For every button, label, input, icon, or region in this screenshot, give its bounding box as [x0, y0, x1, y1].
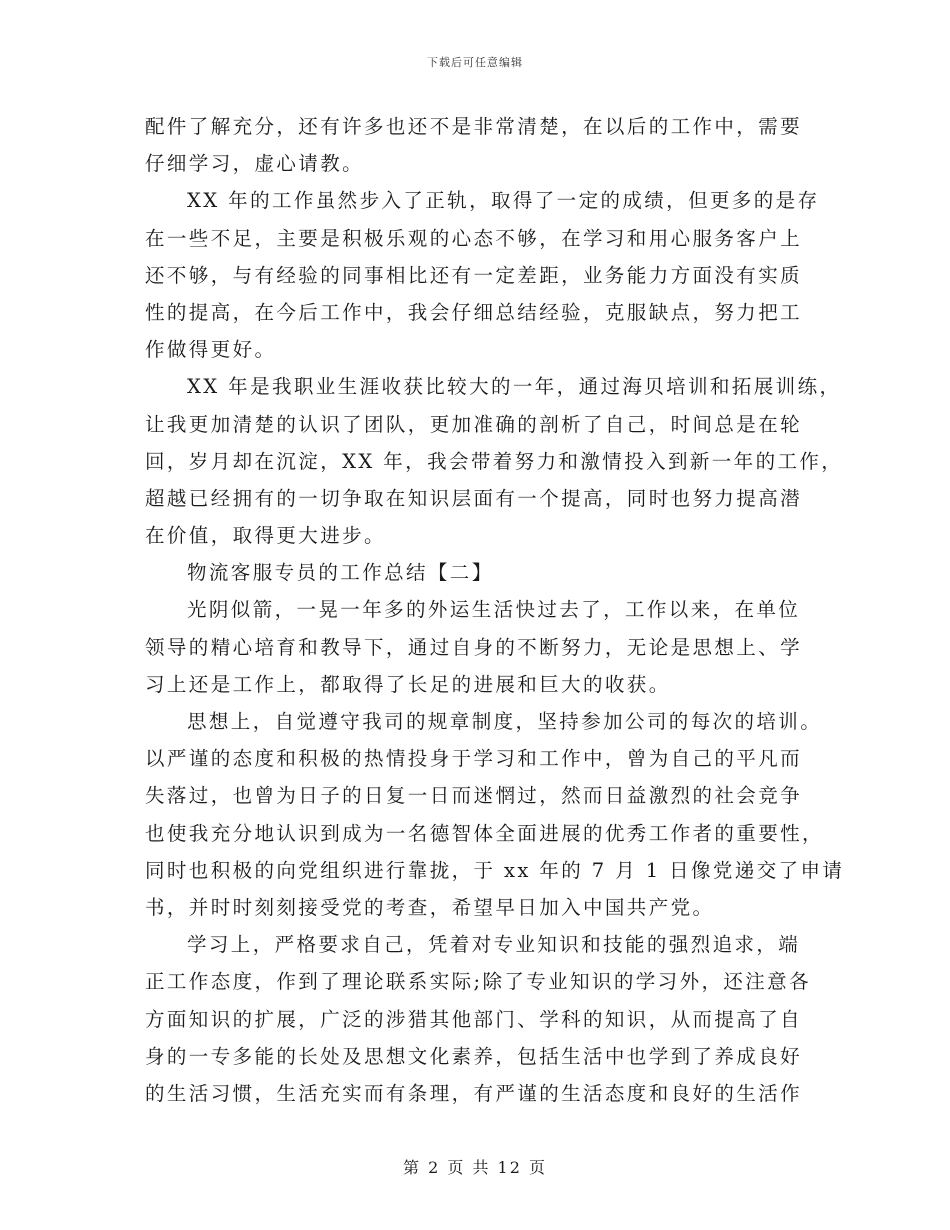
- text-line: 同时也积极的向党组织进行靠拢，于 xx 年的 7 月 1 日像党递交了申请: [145, 858, 845, 882]
- paragraph-start-line: 学习上，严格要求自己，凭着对专业知识和技能的强烈追求，端: [187, 933, 801, 957]
- text-line: 书，并时时刻刻接受党的考查，希望早日加入中国共产党。: [145, 895, 715, 919]
- paragraph-start-line: XX 年是我职业生涯收获比较大的一年，通过海贝培训和拓展训练，: [187, 375, 842, 399]
- paragraph-start-line: 思想上，自觉遵守我司的规章制度，坚持参加公司的每次的培训。: [187, 710, 823, 733]
- text-line: 正工作态度，作到了理论联系实际;除了专业知识的学习外，还注意各: [145, 970, 811, 994]
- text-line: 领导的精心培育和教导下，通过自身的不断努力，无论是思想上、学: [145, 635, 803, 659]
- paragraph-start-line: 光阴似箭，一晃一年多的外运生活快过去了，工作以来，在单位: [187, 598, 801, 622]
- page-header: 下载后可任意编辑: [427, 56, 523, 69]
- text-line: 让我更加清楚的认识了团队，更加准确的剖析了自己，时间总是在轮: [145, 412, 803, 436]
- section-heading: 物流客服专员的工作总结【二】: [187, 561, 494, 585]
- text-line: 性的提高，在今后工作中，我会仔细总结经验，克服缺点，努力把工: [145, 300, 803, 324]
- text-line: 习上还是工作上，都取得了长足的进展和巨大的收获。: [145, 672, 671, 696]
- text-line: 回，岁月却在沉淀，XX 年，我会带着努力和激情投入到新一年的工作，: [145, 449, 844, 473]
- text-line: 还不够，与有经验的同事相比还有一定差距，业务能力方面没有实质: [145, 263, 803, 287]
- text-line: 在一些不足，主要是积极乐观的心态不够，在学习和用心服务客户上: [145, 226, 803, 250]
- text-line: 方面知识的扩展，广泛的涉猎其他部门、学科的知识，从而提高了自: [145, 1007, 803, 1031]
- text-line: 超越已经拥有的一切争取在知识层面有一个提高，同时也努力提高潜: [145, 486, 803, 510]
- text-line: 的生活习惯，生活充实而有条理，有严谨的生活态度和良好的生活作: [145, 1081, 803, 1105]
- text-line: 以严谨的态度和积极的热情投身于学习和工作中，曾为自己的平凡而: [145, 747, 803, 771]
- text-line: 作做得更好。: [145, 338, 277, 362]
- text-line: 也使我充分地认识到成为一名德智体全面进展的优秀工作者的重要性，: [145, 821, 824, 845]
- text-line: 身的一专多能的长处及思想文化素养，包括生活中也学到了养成良好: [145, 1044, 803, 1068]
- text-line: 配件了解充分，还有许多也还不是非常清楚，在以后的工作中，需要: [145, 115, 803, 138]
- page-number-footer: 第 2 页 共 12 页: [403, 1158, 547, 1177]
- text-line: 仔细学习，虚心请教。: [145, 152, 365, 176]
- text-line: 在价值，取得更大进步。: [145, 524, 386, 548]
- document-body: [145, 108, 845, 1112]
- paragraph-start-line: XX 年的工作虽然步入了正轨，取得了一定的成绩，但更多的是存: [187, 189, 820, 213]
- text-line: 失落过，也曾为日子的日复一日而迷惘过，然而日益激烈的社会竞争: [145, 784, 803, 808]
